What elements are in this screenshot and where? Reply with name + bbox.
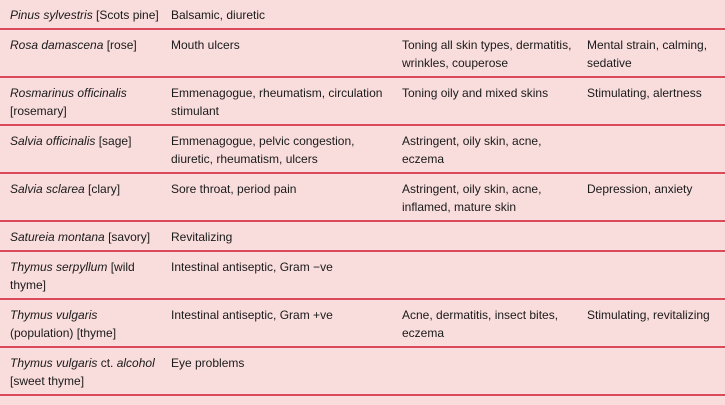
mind-use-cell: Stimulating, revitalizing [579,299,725,347]
mind-use-cell: Stimulating, alertness [579,77,725,125]
skin-use-cell [394,221,579,251]
medical-use-cell: Eye problems [163,347,394,395]
mind-use-cell [579,221,725,251]
skin-use-cell: Astringent, oily skin, acne, inflamed, mature skin [394,173,579,221]
table-row [0,221,725,251]
skin-use-cell [394,347,579,395]
medical-use-cell: Intestinal antiseptic, Gram +ve [163,299,394,347]
plant-name-cell: Pinus sylvestris [Scots pine] [0,0,163,29]
plant-name-cell: Thymus vulgaris (population) [thyme] [0,299,163,347]
medical-use-cell: Emmenagogue, rheumatism, circulation stimulant [163,77,394,125]
table-row [0,173,725,221]
medical-use-cell: Mouth ulcers [163,29,394,77]
skin-use-cell: Acne, dermatitis, insect bites, eczema [394,299,579,347]
mind-use-cell [579,251,725,299]
skin-use-cell [394,251,579,299]
table-row [0,347,725,395]
plant-name-cell: Thymus vulgaris ct. alcohol [sweet thyme] [0,347,163,395]
mind-use-cell [579,125,725,173]
plant-name-cell: Salvia officinalis [sage] [0,125,163,173]
mind-use-cell [579,0,725,29]
mind-use-cell [579,347,725,395]
table-row [0,29,725,77]
skin-use-cell [394,0,579,29]
medical-use-cell: Intestinal antiseptic, Gram −ve [163,251,394,299]
table-row [0,0,725,29]
table-row [0,251,725,299]
medical-use-cell: Revitalizing [163,221,394,251]
plant-name-cell: Salvia sclarea [clary] [0,173,163,221]
skin-use-cell: Toning all skin types, dermatitis, wrinkles, couperose [394,29,579,77]
plant-name-cell: Satureia montana [savory] [0,221,163,251]
table-row [0,125,725,173]
mind-use-cell: Depression, anxiety [579,173,725,221]
plant-name-cell: Rosa damascena [rose] [0,29,163,77]
medical-use-cell: Emmenagogue, pelvic congestion, diuretic, rheumatism, ulcers [163,125,394,173]
medical-use-cell: Sore throat, period pain [163,173,394,221]
plant-name-cell: Rosmarinus officinalis [rosemary] [0,77,163,125]
skin-use-cell: Astringent, oily skin, acne, eczema [394,125,579,173]
skin-use-cell: Toning oily and mixed skins [394,77,579,125]
mind-use-cell: Mental strain, calming, sedative [579,29,725,77]
table-row [0,299,725,347]
table-row [0,77,725,125]
plant-name-cell: Thymus serpyllum [wild thyme] [0,251,163,299]
medical-use-cell: Balsamic, diuretic [163,0,394,29]
